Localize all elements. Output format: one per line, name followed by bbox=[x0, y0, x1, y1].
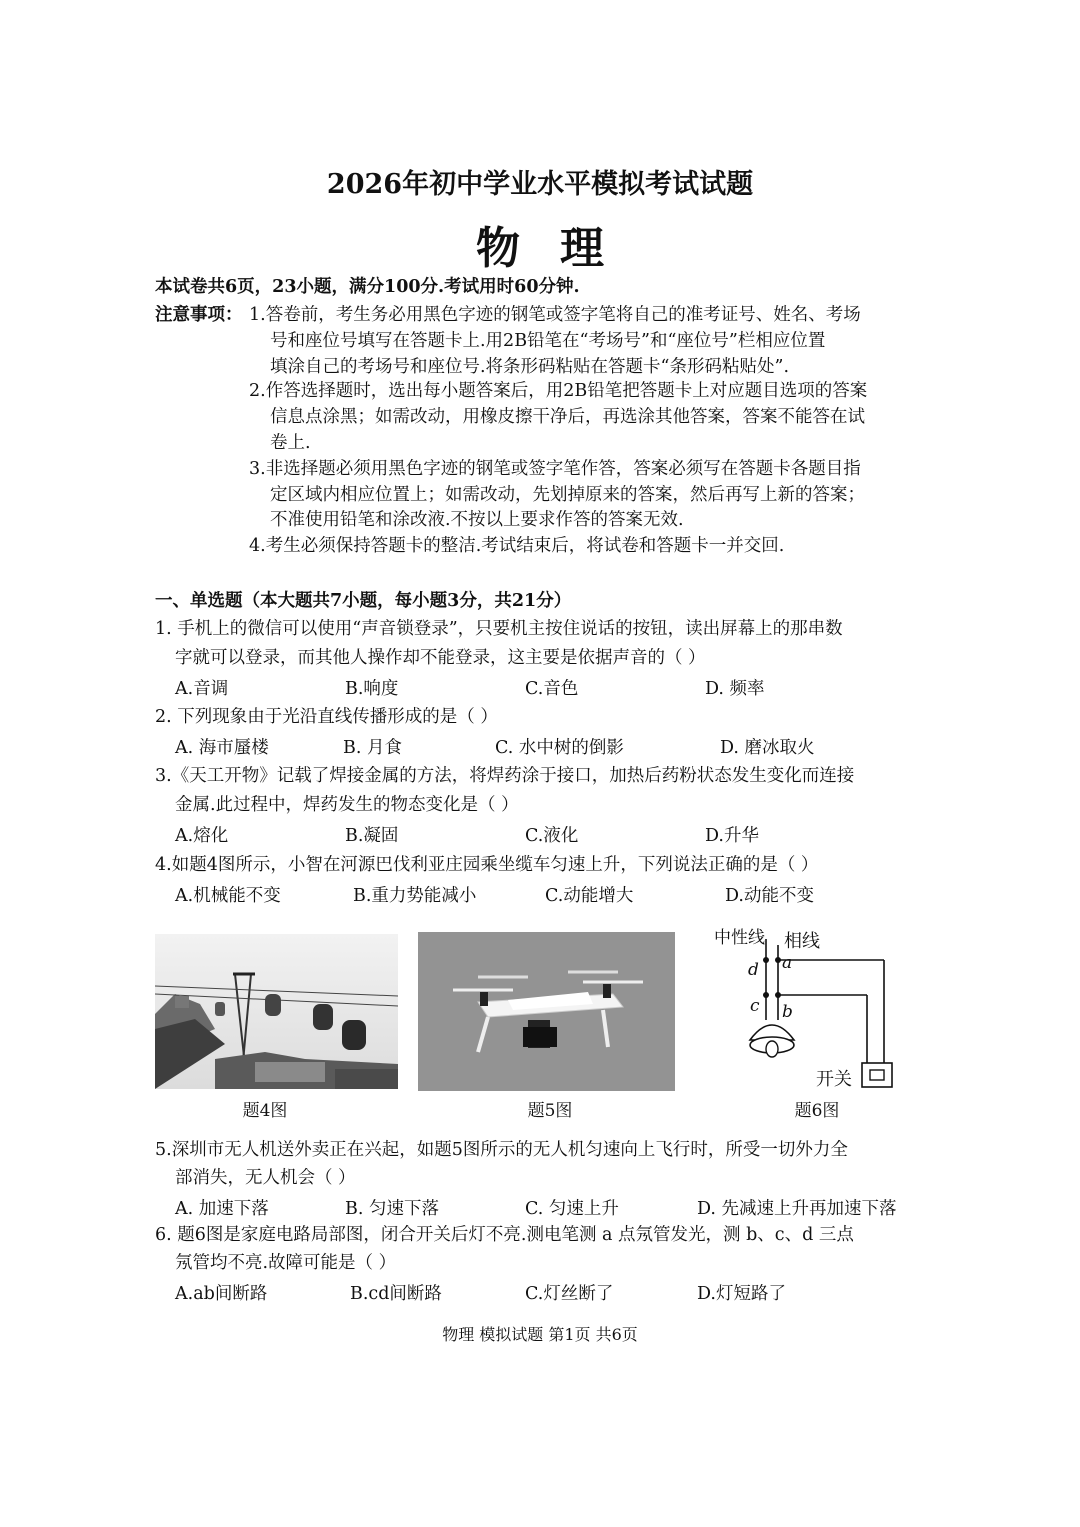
q2-option-c: C. 水中树的倒影 bbox=[495, 738, 624, 758]
note-line: 2.作答选择题时，选出每小题答案后，用2B铅笔把答题卡上对应题目选项的答案 bbox=[249, 381, 868, 401]
note-line: 信息点涂黑；如需改动，用橡皮擦干净后，再选涂其他答案，答案不能答在试 bbox=[270, 407, 865, 427]
cable-car-photo bbox=[155, 934, 398, 1089]
q6-option-c: C.灯丝断了 bbox=[525, 1284, 614, 1304]
q2-option-d: D. 磨冰取火 bbox=[720, 738, 815, 758]
note-line: 定区域内相应位置上；如需改动，先划掉原来的答案，然后再写上新的答案； bbox=[270, 485, 865, 505]
question-3-line: 金属.此过程中，焊药发生的物态变化是（ ） bbox=[175, 795, 519, 815]
page-title: 2026年初中学业水平模拟考试试题 bbox=[326, 169, 754, 200]
figure-5-caption: 题5图 bbox=[527, 1101, 573, 1121]
point-a-label: a bbox=[782, 953, 793, 973]
q5-option-d: D. 先减速上升再加速下落 bbox=[697, 1199, 897, 1219]
q4-option-c: C.动能增大 bbox=[545, 886, 634, 906]
notes-label: 注意事项： bbox=[155, 305, 243, 325]
q3-option-c: C.液化 bbox=[525, 826, 579, 846]
question-4-line: 4.如题4图所示，小智在河源巴伐利亚庄园乘坐缆车匀速上升，下列说法正确的是（ ） bbox=[155, 855, 819, 875]
question-3-line: 3.《天工开物》记载了焊接金属的方法，将焊药涂于接口，加热后药粉状态发生变化而连接 bbox=[155, 766, 855, 786]
q6-option-a: A.ab间断路 bbox=[175, 1284, 268, 1304]
question-5-line: 部消失，无人机会（ ） bbox=[175, 1168, 356, 1188]
question-6-line: 6. 题6图是家庭电路局部图，闭合开关后灯不亮.测电笔测 a 点氖管发光，测 b、c、d 三点 bbox=[155, 1225, 854, 1245]
drone-photo bbox=[418, 932, 675, 1091]
note-line: 3.非选择题必须用黑色字迹的钢笔或签字笔作答，答案必须写在答题卡各题目指 bbox=[249, 459, 861, 479]
q4-option-a: A.机械能不变 bbox=[175, 886, 281, 906]
figure-6-circuit bbox=[712, 925, 897, 1093]
point-b-label: b bbox=[782, 1002, 793, 1022]
note-line: 填涂自己的考场号和座位号.将条形码粘贴在答题卡“条形码粘贴处”. bbox=[270, 357, 790, 377]
question-1-line: 字就可以登录，而其他人操作却不能登录，这主要是依据声音的（ ） bbox=[175, 648, 706, 668]
q4-option-b: B.重力势能减小 bbox=[353, 886, 477, 906]
neutral-line-label: 中性线 bbox=[714, 928, 765, 948]
switch-label: 开关 bbox=[816, 1069, 852, 1090]
question-1-line: 1. 手机上的微信可以使用“声音锁登录”，只要机主按住说话的按钮，读出屏幕上的那串数 bbox=[155, 619, 843, 639]
q5-option-c: C. 匀速上升 bbox=[525, 1199, 619, 1219]
q2-option-a: A. 海市蜃楼 bbox=[175, 738, 269, 758]
figure-4-caption: 题4图 bbox=[242, 1101, 288, 1121]
q1-option-b: B.响度 bbox=[345, 679, 399, 699]
note-line: 不准使用铅笔和涂改液.不按以上要求作答的答案无效. bbox=[270, 510, 684, 530]
question-2-line: 2. 下列现象由于光沿直线传播形成的是（ ） bbox=[155, 707, 498, 727]
figure-5-image bbox=[418, 932, 675, 1091]
q3-option-d: D.升华 bbox=[705, 826, 759, 846]
q1-option-c: C.音色 bbox=[525, 679, 579, 699]
circuit-diagram bbox=[712, 925, 897, 1093]
point-d-label: d bbox=[748, 960, 759, 980]
live-line-label: 相线 bbox=[784, 931, 820, 952]
q3-option-a: A.熔化 bbox=[175, 826, 229, 846]
point-c-label: c bbox=[750, 996, 760, 1016]
q4-option-d: D.动能不变 bbox=[725, 886, 814, 906]
section-heading: 一、单选题（本大题共7小题，每小题3分，共21分） bbox=[155, 591, 572, 611]
q5-option-b: B. 匀速下落 bbox=[345, 1199, 439, 1219]
q1-option-a: A.音调 bbox=[175, 679, 229, 699]
q3-option-b: B.凝固 bbox=[345, 826, 399, 846]
note-line: 号和座位号填写在答题卡上.用2B铅笔在“考场号”和“座位号”栏相应位置 bbox=[270, 331, 826, 351]
q6-option-d: D.灯短路了 bbox=[697, 1284, 786, 1304]
q1-option-d: D. 频率 bbox=[705, 679, 765, 699]
figure-4-image bbox=[155, 934, 398, 1089]
exam-intro: 本试卷共6页，23小题，满分100分.考试用时60分钟. bbox=[155, 277, 580, 297]
note-line: 1.答卷前，考生务必用黑色字迹的钢笔或签字笔将自己的准考证号、姓名、考场 bbox=[249, 305, 861, 325]
note-line: 卷上. bbox=[270, 433, 311, 453]
q2-option-b: B. 月食 bbox=[343, 738, 402, 758]
q6-option-b: B.cd间断路 bbox=[350, 1284, 442, 1304]
subject-title: 物理 bbox=[476, 223, 644, 274]
figure-6-caption: 题6图 bbox=[794, 1101, 840, 1121]
question-5-line: 5.深圳市无人机送外卖正在兴起，如题5图所示的无人机匀速向上飞行时，所受一切外力全 bbox=[155, 1140, 848, 1160]
q5-option-a: A. 加速下落 bbox=[175, 1199, 269, 1219]
question-6-line: 氖管均不亮.故障可能是（ ） bbox=[175, 1253, 397, 1273]
note-line: 4.考生必须保持答题卡的整洁.考试结束后，将试卷和答题卡一并交回. bbox=[249, 536, 785, 556]
page-footer: 物理 模拟试题 第1页 共6页 bbox=[442, 1325, 638, 1344]
